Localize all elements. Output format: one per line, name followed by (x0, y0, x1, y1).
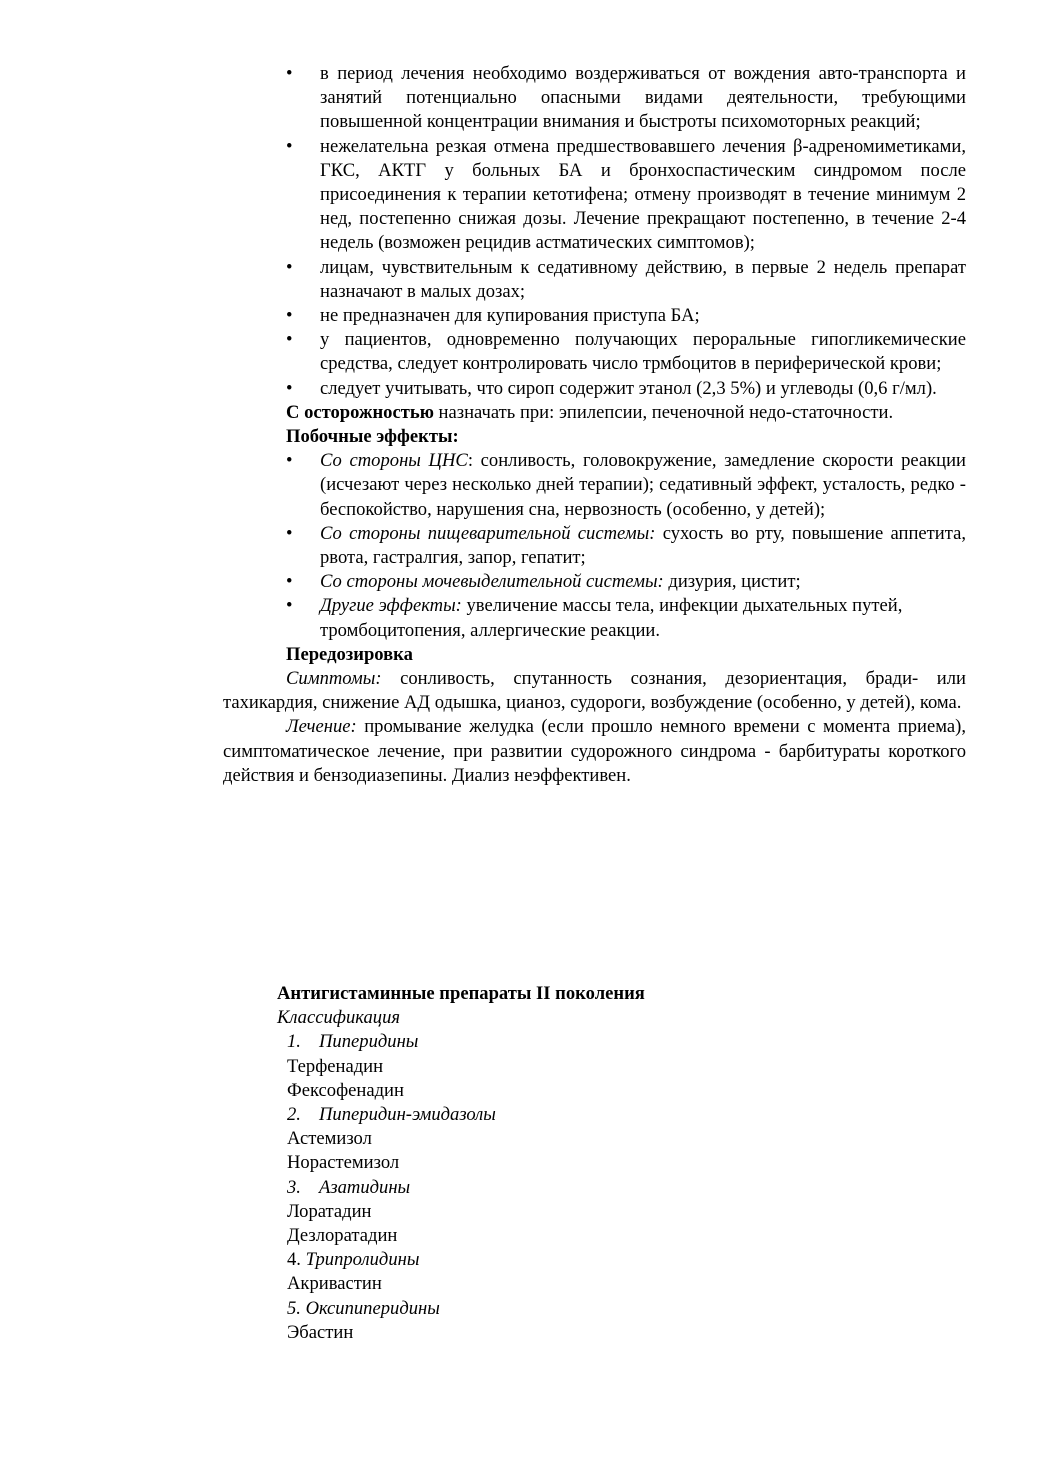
group-heading (287, 1248, 807, 1272)
side-effect-item (223, 570, 966, 594)
precaution-text: не предназначен для купирования приступа БА; (320, 305, 700, 327)
bullet: • (286, 305, 293, 327)
group-name: Трипролидины (305, 1249, 420, 1271)
overdose-treatment (223, 715, 966, 788)
precaution-text: следует учитывать, что сироп содержит этанол (2,3 5%) и углеводы (0,6 г/мл). (320, 377, 937, 399)
precaution-text: нежелательна резкая отмена предшествовавшего лечения β-адреномиметиками, ГКС, АКТГ у больных БА и бронхоспастическим синдромом после присоединения к терапии кетотифена; отмену производят в течение минимум 2 нед, постепенно снижая дозы. Лечение прекращают постепенно, в течение 2-4 недель (возможен рецидив астматических симптомов); (320, 135, 966, 254)
caution-paragraph (223, 401, 966, 425)
side-effects-heading: Побочные эффекты: (286, 426, 459, 448)
bullet: • (286, 522, 293, 544)
side-effect-item (223, 522, 966, 570)
precaution-item (223, 304, 966, 328)
group-heading (287, 1297, 807, 1321)
group-number: 1. (287, 1031, 301, 1053)
bullet: • (286, 256, 293, 278)
bullet: • (286, 135, 293, 157)
bullet: • (286, 63, 293, 84)
treatment-text: промывание желудка (если прошло немного времени с момента приема), симптоматическое лечение, при развитии судорожного синдрома - барбитураты короткого действия и бензодиазепины. Диализ неэффективен. (223, 716, 966, 786)
precaution-item (223, 135, 966, 256)
side-effect-item (223, 449, 966, 522)
side-effect-label: Другие эффекты: (320, 595, 462, 617)
side-effect-label: Со стороны ЦНС (320, 450, 468, 472)
drug-name: Норастемизол (287, 1152, 400, 1174)
side-effect-item (223, 594, 966, 642)
drug-name: Фексофенадин (287, 1079, 404, 1101)
side-effect-text: дизурия, цистит; (663, 571, 801, 593)
treatment-label: Лечение: (286, 716, 357, 738)
precaution-item (223, 62, 966, 135)
classification-section (277, 982, 807, 1345)
group-name: Пиперидины (319, 1031, 419, 1053)
section-title: Антигистаминные препараты II поколения (277, 983, 645, 1004)
bullet: • (286, 377, 293, 399)
overdose-heading: Передозировка (286, 643, 413, 665)
side-effect-text: сухость во рту, повышение аппетита, рвота, гастралгия, запор, гепатит; (320, 522, 966, 569)
group-heading (287, 1030, 807, 1054)
group-heading (287, 1103, 807, 1127)
group-name: Азатидины (319, 1176, 411, 1198)
bullet: • (286, 571, 293, 593)
precaution-text: в период лечения необходимо воздерживаться от вождения авто-транспорта и занятий потенциально опасными видами деятельности, требующими повышенной концентрации внимания и быстроты психомоторных реакций; (320, 63, 966, 133)
symptoms-text: сонливость, спутанность сознания, дезориентация, бради- или тахикардия, снижение АД одышка, цианоз, судороги, возбуждение (особенно, у детей), кома. (223, 668, 966, 714)
bullet: • (286, 595, 293, 617)
group-number: 2. (287, 1104, 301, 1126)
side-effect-label: Со стороны пищеварительной системы: (320, 522, 656, 544)
drug-name: Астемизол (287, 1128, 372, 1150)
side-effect-label: Со стороны мочевыделительной системы: (320, 571, 664, 593)
precaution-text: у пациентов, одновременно получающих пероральные гипогликемические средства, следует контролировать число трмбоцитов в периферической крови; (320, 329, 966, 375)
overdose-symptoms (223, 667, 966, 715)
symptoms-label: Симптомы: (286, 668, 382, 690)
caution-label: С осторожностью (286, 401, 434, 423)
group-heading (287, 1176, 807, 1200)
group-name: Оксипиперидины (305, 1297, 440, 1319)
precaution-text: лицам, чувствительным к седативному действию, в первые 2 недель препарат назначают в малых дозах; (320, 256, 966, 302)
drug-name: Эбастин (287, 1321, 354, 1343)
drug-name: Акривастин (287, 1273, 382, 1295)
side-effect-text: увеличение массы тела, инфекции дыхательных путей, тромбоцитопения, аллергические реакции. (320, 595, 903, 641)
group-number: 4. (287, 1249, 301, 1271)
group-number: 3. (287, 1176, 301, 1198)
group-name: Пиперидин-эмидазолы (319, 1104, 496, 1126)
caution-text: назначать при: эпилепсии, печеночной недо-статочности. (433, 401, 894, 423)
side-effect-text: : сонливость, головокружение, замедление скорости реакции (исчезают через несколько дней терапии); седативный эффект, усталость, редко - беспокойство, нарушения сна, нервозность (особенно, у детей); (320, 450, 966, 520)
precaution-item (223, 256, 966, 304)
precaution-item (223, 328, 966, 376)
precaution-item (223, 377, 966, 401)
drug-name: Дезлоратадин (287, 1225, 398, 1247)
drug-name: Терфенадин (287, 1055, 384, 1077)
group-number: 5. (287, 1297, 301, 1319)
bullet: • (286, 329, 293, 351)
main-text (223, 62, 966, 788)
section-subtitle: Классификация (277, 1007, 401, 1029)
drug-name: Лоратадин (287, 1200, 372, 1222)
bullet: • (286, 450, 293, 472)
